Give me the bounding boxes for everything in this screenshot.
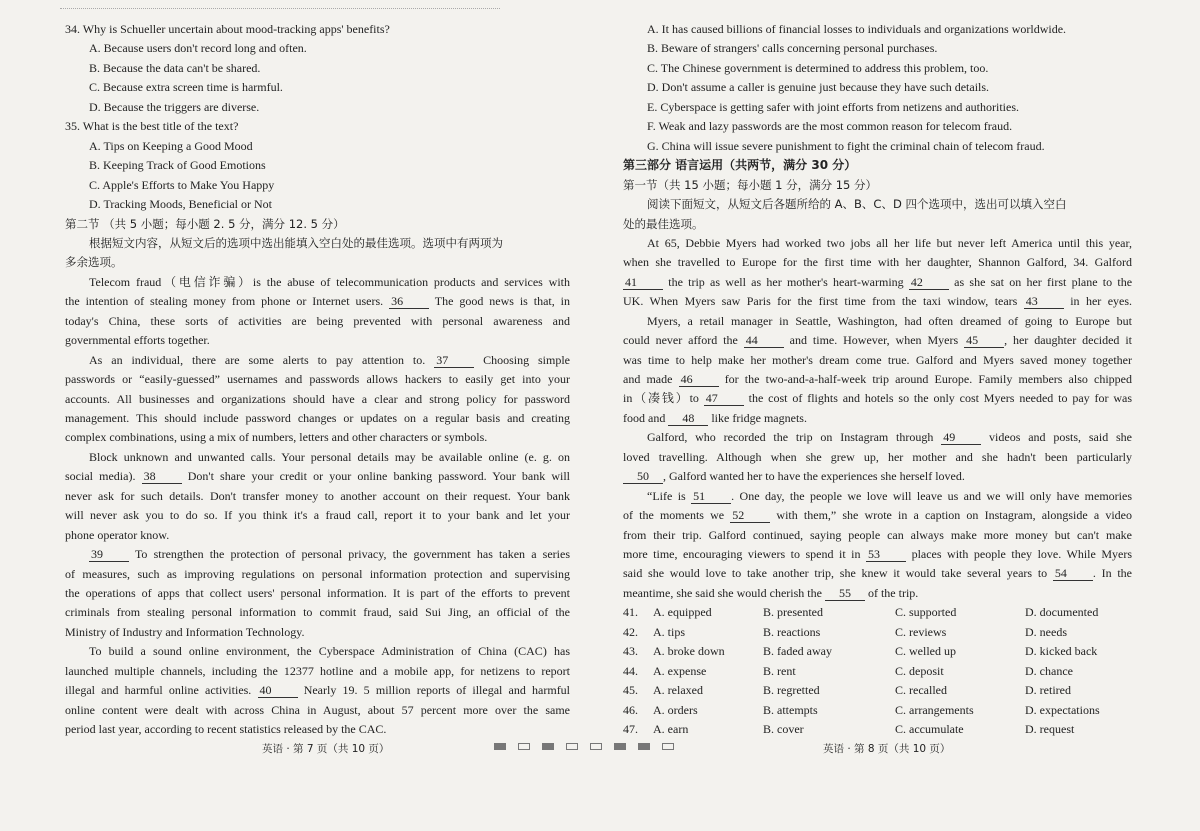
passage-line: launched multiple channels, including the 12377 hotline and a mobile app, for netizens to report <box>65 663 570 678</box>
blank-46: 46 <box>679 372 719 387</box>
page-mark <box>518 743 530 750</box>
passage-line: criminals from stealing personal information to commit fraud, said Sui Jing, an official of the <box>65 605 570 620</box>
choice-a: A. relaxed <box>653 683 703 698</box>
choice-b: B. reactions <box>763 624 821 639</box>
choice-d: D. expectations <box>1025 702 1100 717</box>
instructions: 阅读下面短文，从短文后各题所给的 A、B、C、D 四个选项中，选出可以填入空白 <box>647 197 1067 212</box>
passage-line: To build a sound online environment, the Cyberspace Administration of China (CAC) has <box>89 644 570 659</box>
blank-49: 49 <box>941 430 981 445</box>
choice-b: B. attempts <box>763 702 818 717</box>
choice-b: B. presented <box>763 605 823 620</box>
blank-53: 53 <box>866 547 906 562</box>
option: B. Beware of strangers' calls concerning personal purchases. <box>647 41 938 56</box>
choice-number: 42. <box>623 624 638 639</box>
passage-line: Galford, who recorded the trip on Instagram through 49 videos and posts, said she <box>647 430 1132 445</box>
blank-37: 37 <box>434 353 474 368</box>
passage-line: 41 the trip as well as her mother's heart-warming 42 as she sat on her first plane to the <box>625 274 1132 289</box>
section-heading: 第二节 （共 5 小题；每小题 2. 5 分，满分 12. 5 分） <box>65 216 345 231</box>
option: D. Don't assume a caller is genuine just because they have such details. <box>647 80 990 95</box>
passage-line: from their trip. Galford continued, saying people can always make more money but can't make <box>623 527 1132 542</box>
option: F. Weak and lazy passwords are the most common reason for telecom fraud. <box>647 119 1013 134</box>
blank-36: 36 <box>389 294 429 309</box>
choice-c: C. deposit <box>895 663 944 678</box>
passage-line: Myers, a retail manager in Seattle, Washington, had often dreamed of going to Europe but <box>647 313 1132 328</box>
option: E. Cyberspace is getting safer with joint efforts from netizens and authorities. <box>647 99 1020 114</box>
choice-row <box>623 642 1132 661</box>
passage-line: accounts. All businesses and organizations should have a clear and strong policy for password <box>65 391 570 406</box>
choice-d: D. retired <box>1025 683 1071 698</box>
choice-row <box>623 603 1132 622</box>
choice-a: A. equipped <box>653 605 712 620</box>
option: D. Because the triggers are diverse. <box>89 99 260 114</box>
passage-line: loved travelling. Although when she grew up, her mother and she hadn't been particularly <box>623 449 1132 464</box>
passage-line: never ask for such details. Don't transfer money to another account on their request. Your bank <box>65 488 570 503</box>
choice-row <box>623 701 1132 720</box>
choice-row <box>623 720 1132 739</box>
option: A. Tips on Keeping a Good Mood <box>89 138 253 153</box>
choice-number: 46. <box>623 702 638 717</box>
passage-line: will never ask you to do so. If you think it's a fraud call, report it to your bank and let your <box>65 508 570 523</box>
choice-number: 47. <box>623 722 638 737</box>
part-heading: 第三部分 语言运用（共两节，满分 30 分） <box>623 158 857 173</box>
option: C. The Chinese government is determined to address this problem, too. <box>647 60 989 75</box>
passage-line: UK. When Myers saw Paris for the first time from the taxi window, tears 43 in her eyes. <box>623 294 1132 309</box>
blank-50: 50 <box>623 469 663 484</box>
choice-c: C. reviews <box>895 624 947 639</box>
passage-line: “Life is 51 . One day, the people we love will leave us and we will only have memories <box>647 488 1132 503</box>
choice-c: C. accumulate <box>895 722 964 737</box>
passage-line: phone operator know. <box>65 527 170 542</box>
passage-line: was time to help make her mother's dream come true. Galford and Myers saved money together <box>623 352 1132 367</box>
blank-52: 52 <box>730 508 770 523</box>
passage-line: 39 To strengthen the protection of personal privacy, the government has taken a series <box>91 547 570 562</box>
choice-number: 44. <box>623 663 638 678</box>
page-mark <box>494 743 506 750</box>
passage-line: passwords or “easily-guessed” usernames and passwords allows hackers to easily get into your <box>65 372 570 387</box>
choice-number: 43. <box>623 644 638 659</box>
option: A. It has caused billions of financial losses to individuals and organizations worldwide. <box>647 22 1067 36</box>
choice-a: A. orders <box>653 702 698 717</box>
blank-39: 39 <box>89 547 129 562</box>
passage-line: illegal and harmful online activities. 40 Nearly 19. 5 million reports of illegal and harmful <box>65 683 570 698</box>
passage-line: in（凑钱）to 47 the cost of flights and hotels so the only cost Myers needed to pay for was <box>623 391 1132 406</box>
passage-line: Telecom fraud（电信诈骗）is the abuse of telecommunication products and services with <box>89 274 570 289</box>
passage-line: food and 48 like fridge magnets. <box>623 410 807 425</box>
passage-line: Block unknown and unwanted calls. Your personal details may be available online (e. g. on <box>89 449 570 464</box>
choice-d: D. kicked back <box>1025 644 1098 659</box>
choice-d: D. request <box>1025 722 1075 737</box>
option: B. Because the data can't be shared. <box>89 60 261 75</box>
passage-line: At 65, Debbie Myers had worked two jobs all her life but never left America until this year, <box>647 235 1132 250</box>
choice-b: B. rent <box>763 663 796 678</box>
passage-line: when she travelled to Europe for the first time with her daughter, Shannon Galford, 34. Galford <box>623 255 1132 270</box>
passage-line: of measures, such as improving regulations on personal information protection and supervising <box>65 566 570 581</box>
page-mark <box>542 743 554 750</box>
option: G. China will issue severe punishment to fight the criminal chain of telecom fraud. <box>647 138 1045 153</box>
choice-row <box>623 662 1132 681</box>
blank-41: 41 <box>623 275 663 290</box>
choice-number: 45. <box>623 683 638 698</box>
passage-line: management. This should include password changes or updates on a regular basis and creating <box>65 410 570 425</box>
page-footer-left: 英语 · 第 7 页（共 10 页） <box>262 743 390 755</box>
choice-c: C. arrangements <box>895 702 974 717</box>
blank-43: 43 <box>1024 294 1064 309</box>
option: C. Apple's Efforts to Make You Happy <box>89 177 275 192</box>
choice-a: A. expense <box>653 663 707 678</box>
choice-a: A. tips <box>653 624 686 639</box>
instructions: 处的最佳选项。 <box>623 216 704 231</box>
passage-line: could never afford the 44 and time. However, when Myers 45 , her daughter decided it <box>623 333 1132 348</box>
page-mark <box>566 743 578 750</box>
choice-a: A. earn <box>653 722 689 737</box>
choice-b: B. cover <box>763 722 804 737</box>
blank-40: 40 <box>258 683 298 698</box>
passage-line: of the moments we 52 with them,” she wrote in a caption on Instagram, alongside a video <box>623 508 1132 523</box>
passage-line: social media). 38 Don't share your credit or your online banking password. Your bank will <box>65 469 570 484</box>
question-34: 34. Why is Schueller uncertain about mood-tracking apps' benefits? <box>65 22 390 36</box>
right-page <box>600 0 1200 831</box>
passage-line: said she would love to take another trip, she knew it would take several years to 54 . In the <box>623 566 1132 581</box>
choice-c: C. welled up <box>895 644 956 659</box>
passage-line: complex combinations, using a mix of numbers, letters and other characters or symbols. <box>65 430 488 445</box>
passage-line: Ministry of Industry and Information Technology. <box>65 624 305 639</box>
choice-c: C. supported <box>895 605 957 620</box>
question-35: 35. What is the best title of the text? <box>65 119 239 134</box>
passage-line: the intention of stealing money from phone or Internet users. 36 The good news is that, in <box>65 294 570 309</box>
passage-line: meantime, she said she would cherish the 55 of the trip. <box>623 585 919 600</box>
blank-51: 51 <box>691 489 731 504</box>
blank-47: 47 <box>704 391 744 406</box>
blank-44: 44 <box>744 333 784 348</box>
passage-line: online content were dealt with across China in August, about 57 percent more over the same <box>65 702 570 717</box>
choice-b: B. faded away <box>763 644 832 659</box>
choice-d: D. needs <box>1025 624 1067 639</box>
page-footer-right: 英语 · 第 8 页（共 10 页） <box>823 743 951 755</box>
passage-line: more time, encouraging viewers to spend it in 53 places with people they love. While Myers <box>623 547 1132 562</box>
blank-38: 38 <box>142 469 182 484</box>
choice-d: D. documented <box>1025 605 1099 620</box>
option: D. Tracking Moods, Beneficial or Not <box>89 197 272 212</box>
option: A. Because users don't record long and often. <box>89 41 307 56</box>
choice-row <box>623 623 1132 642</box>
passage-line: today's China, these sorts of activities are being prevented with personal awareness and <box>65 313 570 328</box>
passage-line: 50 , Galford wanted her to have the experiences she herself loved. <box>623 467 1132 486</box>
passage-line: governmental efforts together. <box>65 333 210 348</box>
section-heading: 第一节（共 15 小题；每小题 1 分，满分 15 分） <box>623 177 878 192</box>
choice-c: C. recalled <box>895 683 947 698</box>
instructions: 根据短文内容，从短文后的选项中选出能填入空白处的最佳选项。选项中有两项为 <box>89 235 503 250</box>
blank-42: 42 <box>909 275 949 290</box>
passage-line: As an individual, there are some alerts to pay attention to. 37 Choosing simple <box>89 352 570 367</box>
blank-45: 45 <box>964 333 1004 348</box>
choice-number: 41. <box>623 605 638 620</box>
option: C. Because extra screen time is harmful. <box>89 80 283 95</box>
choice-a: A. broke down <box>653 644 725 659</box>
passage-line: the operations of apps that collect users' personal information. It is part of the efforts to prevent <box>65 585 570 600</box>
choice-row <box>623 681 1132 700</box>
passage-line: period last year, according to recent statistics released by the CAC. <box>65 722 387 737</box>
blank-55: 55 <box>825 586 865 601</box>
instructions: 多余选项。 <box>65 255 123 270</box>
choice-b: B. regretted <box>763 683 820 698</box>
passage-line: and made 46 for the two-and-a-half-week trip around Europe. Family members also chipped <box>623 372 1132 387</box>
choice-d: D. chance <box>1025 663 1073 678</box>
option: B. Keeping Track of Good Emotions <box>89 158 266 173</box>
blank-54: 54 <box>1053 566 1093 581</box>
blank-48: 48 <box>668 411 708 426</box>
